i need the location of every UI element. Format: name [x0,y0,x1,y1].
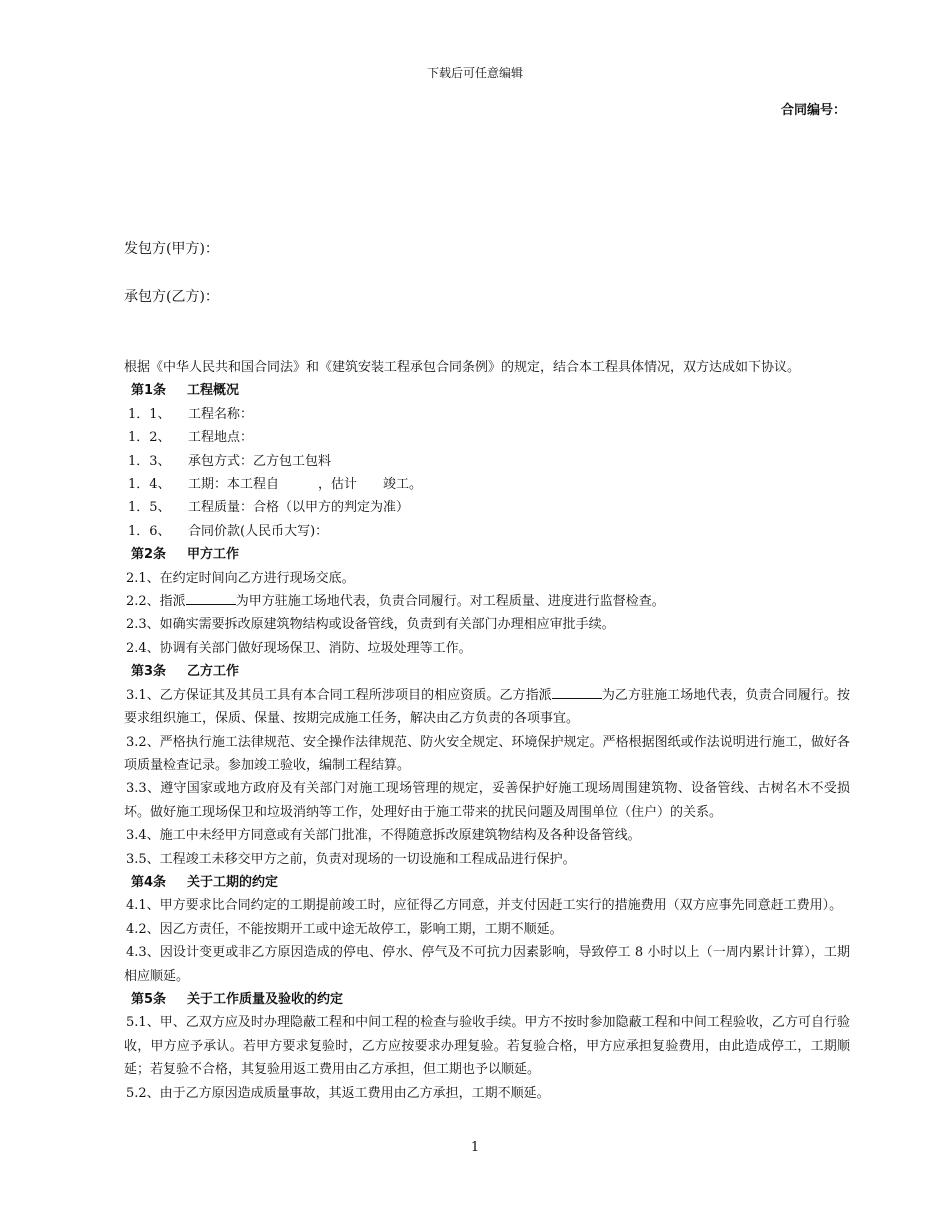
list-item: 1．5、 工程质量：合格（以甲方的判定为准） [128,500,410,516]
clause-paragraph: 4.1、甲方要求比合同约定的工期提前竣工时，应征得乙方同意，并支付因赶工实行的措施费用（双方应事先同意赶工费用）。 [126,898,843,914]
clause-paragraph: 3.4、施工中未经甲方同意或有关部门批准，不得随意拆改原建筑物结构及各种设备管线。 [126,828,641,844]
list-item: 1．1、 工程名称： [128,406,254,422]
clause-paragraph: 5.1、甲、乙双方应及时办理隐蔽工程和中间工程的检查与验收手续。甲方不按时参加隐蔽工程和中间工程验收，乙方可自行验收，甲方应予承认。若甲方要求复验时，乙方应按要求办理复验。若复验合格，甲方应承担复验费用，由此造成停工，工期顺延；若复验不合格，其复验用返工费用由乙方承担，但工期也予以顺延。 [124,1015,850,1078]
list-item: 1．6、 合同价款(人民币大写)： [128,523,329,539]
section-heading-3: 第3条 乙方工作 [131,664,240,680]
list-item: 1．2、 工程地点： [128,430,254,446]
clause-paragraph: 4.2、因乙方责任，不能按期开工或中途无故停工，影响工期，工期不顺延。 [126,921,563,937]
clause-paragraph: 2.4、协调有关部门做好现场保卫、消防、垃圾处理等工作。 [126,640,472,656]
section-heading-2: 第2条 甲方工作 [131,547,240,563]
page-number: 1 [470,1140,480,1155]
clause-paragraph: 3.5、工程竣工未移交甲方之前，负责对现场的一切设施和工程成品进行保护。 [126,851,576,867]
contract-body [124,356,850,1105]
section-heading-5: 第5条 关于工作质量及验收的约定 [131,991,344,1007]
clause-paragraph: 3.2、严格执行施工法律规范、安全操作法律规范、防火安全规定、环境保护规定。严格根据图纸或作法说明进行施工，做好各项质量检查记录。参加竣工验收，编制工程结算。 [124,734,850,773]
clause-paragraph: 3.1、乙方保证其及其员工具有本合同工程所涉项目的相应资质。乙方指派 为乙方驻施工场地代表，负责合同履行。按要求组织施工，保质、保量、按期完成施工任务，解决由乙方负责的各项事宜。 [124,687,850,727]
list-item: 1．4、 工期：本工程自 ，估计 竣工。 [128,477,423,493]
page-header: 下载后可任意编辑 [426,66,523,80]
party-b-label: 承包方(乙方)： [124,289,219,305]
party-a-label: 发包方(甲方)： [124,241,219,257]
blank-underline [552,686,602,699]
intro-paragraph: 根据《中华人民共和国合同法》和《建筑安装工程承包合同条例》的规定，结合本工程具体情况，双方达成如下协议。 [124,360,801,375]
clause-paragraph: 3.3、遵守国家或地方政府及有关部门对施工现场管理的规定，妥善保护好施工现场周围建筑物、设备管线、古树名木不受损坏。做好施工现场保卫和垃圾消纳等工作，处理好由于施工带来的扰民问题及周围单位（住户）的关系。 [124,781,850,820]
clause-paragraph: 5.2、由于乙方原因造成质量事故，其返工费用由乙方承担，工期不顺延。 [126,1085,550,1101]
list-item: 1．3、 承包方式：乙方包工包料 [128,453,332,469]
section-heading-1: 第1条 工程概况 [131,383,240,399]
contract-number-label: 合同编号： [780,103,846,118]
section-heading-4: 第4条 关于工期的约定 [131,874,279,890]
clause-paragraph: 2.2、指派 为甲方驻施工场地代表，负责合同履行。对工程质量、进度进行监督检查。 [126,594,665,610]
clause-paragraph: 4.3、因设计变更或非乙方原因造成的停电、停水、停气及不可抗力因素影响，导致停工 8 小时以上（一周内累计计算），工期相应顺延。 [124,945,850,984]
clause-paragraph: 2.1、在约定时间向乙方进行现场交底。 [126,570,355,586]
blank-underline [186,592,236,605]
clause-paragraph: 2.3、如确实需要拆改原建筑物结构或设备管线，负责到有关部门办理相应审批手续。 [126,617,615,633]
